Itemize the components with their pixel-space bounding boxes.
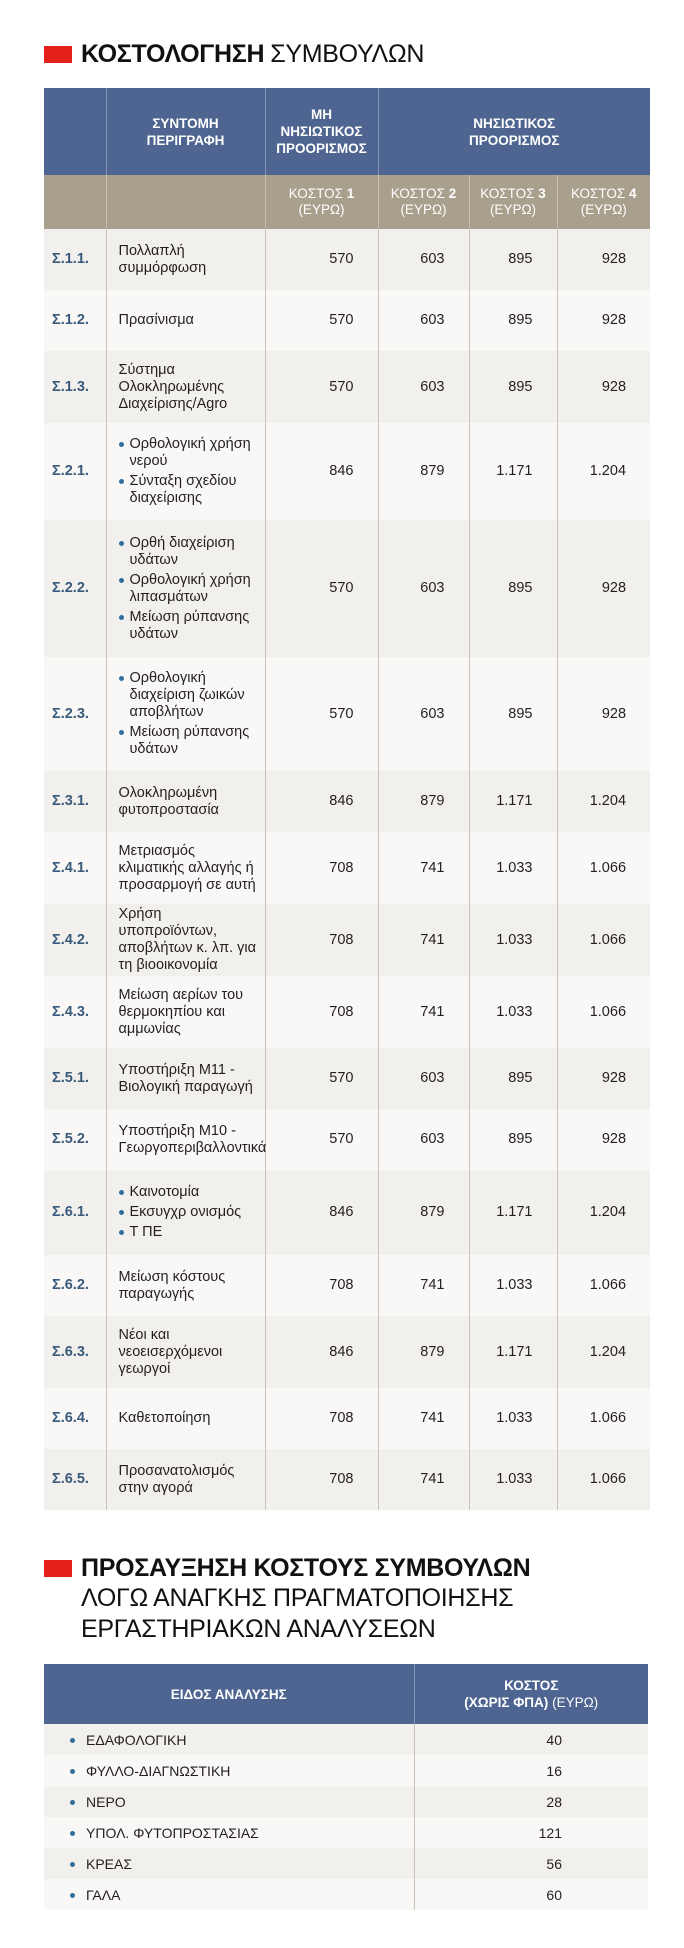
analysis-type: ΥΠΟΛ. ΦΥΤΟΠΡΟΣΤΑΣΙΑΣ xyxy=(44,1817,414,1848)
row-code: Σ.5.2. xyxy=(44,1109,106,1170)
analysis-cost: 60 xyxy=(414,1879,648,1910)
cost-4-value: 928 xyxy=(557,657,650,771)
row-description xyxy=(106,1170,265,1255)
analysis-cost: 56 xyxy=(414,1848,648,1879)
cost-4-value: 928 xyxy=(557,1048,650,1109)
cost-3-value: 895 xyxy=(469,229,557,290)
analysis-cost: 28 xyxy=(414,1786,648,1817)
bullet-item: Εκσυγχρ ονισμός xyxy=(119,1204,259,1221)
cost-4-value: 1.066 xyxy=(557,976,650,1048)
section-title-costing xyxy=(44,40,424,69)
row-code: Σ.3.1. xyxy=(44,771,106,832)
cost-header-3: ΚΟΣΤΟΣ 3 (ΕΥΡΩ) xyxy=(469,175,557,229)
table-row xyxy=(44,832,650,904)
row-code: Σ.5.1. xyxy=(44,1048,106,1109)
cost-2-value: 879 xyxy=(378,771,469,832)
cost-2-value: 879 xyxy=(378,423,469,520)
row-code: Σ.2.1. xyxy=(44,423,106,520)
table-row xyxy=(44,1048,650,1109)
row-description: Μείωση κόστους παραγωγής xyxy=(106,1255,265,1316)
table-row xyxy=(44,423,650,520)
analysis-cost: 40 xyxy=(414,1724,648,1755)
row-description: Μετριασμός κλιματικής αλλαγής ή προσαρμογή σε αυτή xyxy=(106,832,265,904)
bullet-item: Ορθολογική διαχείριση ζωικών αποβλήτων xyxy=(119,670,259,721)
analysis-type: ΓΑΛΑ xyxy=(44,1879,414,1910)
cost-1-value: 708 xyxy=(265,904,378,976)
cost-1-value: 570 xyxy=(265,229,378,290)
cost-1-value: 708 xyxy=(265,1255,378,1316)
header-description: ΣΥΝΤΟΜΗ ΠΕΡΙΓΡΑΦΗ xyxy=(106,88,265,175)
cost-2-value: 603 xyxy=(378,229,469,290)
cost-2-value: 741 xyxy=(378,1255,469,1316)
cost-3-value: 1.033 xyxy=(469,1255,557,1316)
cost-2-value: 603 xyxy=(378,1109,469,1170)
table-row xyxy=(44,1879,648,1910)
row-description: Πολλαπλή συμμόρφωση xyxy=(106,229,265,290)
cost-3-value: 1.171 xyxy=(469,771,557,832)
cost-4-value: 1.204 xyxy=(557,423,650,520)
cost-3-value: 895 xyxy=(469,1048,557,1109)
cost-4-value: 1.066 xyxy=(557,1388,650,1449)
cost-2-value: 741 xyxy=(378,904,469,976)
cost-2-value: 741 xyxy=(378,832,469,904)
title-light: ΣΥΜΒΟΥΛΩΝ xyxy=(270,40,425,68)
analysis-type: ΕΔΑΦΟΛΟΓΙΚΗ xyxy=(44,1724,414,1755)
row-code: Σ.2.2. xyxy=(44,520,106,657)
cost-4-value: 928 xyxy=(557,351,650,423)
cost-3-value: 1.033 xyxy=(469,1449,557,1510)
row-code: Σ.2.3. xyxy=(44,657,106,771)
cost-1-value: 846 xyxy=(265,771,378,832)
header-island: ΝΗΣΙΩΤΙΚΟΣ ΠΡΟΟΡΙΣΜΟΣ xyxy=(378,88,650,175)
bullet-item: Τ ΠΕ xyxy=(119,1224,259,1241)
bullet-item: Ορθολογική χρήση νερού xyxy=(119,436,259,470)
row-code: Σ.6.4. xyxy=(44,1388,106,1449)
cost-1-value: 570 xyxy=(265,1109,378,1170)
cost-3-value: 1.171 xyxy=(469,1316,557,1388)
row-description: Προσανατολισμός στην αγορά xyxy=(106,1449,265,1510)
row-code: Σ.4.1. xyxy=(44,832,106,904)
section-title-surcharge xyxy=(44,1554,530,1645)
row-code: Σ.1.2. xyxy=(44,290,106,351)
cost-2-value: 741 xyxy=(378,1449,469,1510)
table-row xyxy=(44,1848,648,1879)
cost-3-value: 895 xyxy=(469,290,557,351)
table-row xyxy=(44,1316,650,1388)
cost-4-value: 1.204 xyxy=(557,771,650,832)
cost-header-4: ΚΟΣΤΟΣ 4 (ΕΥΡΩ) xyxy=(557,175,650,229)
row-description: Σύστημα Ολοκληρωμένης Διαχείρισης/Agro xyxy=(106,351,265,423)
row-code: Σ.4.3. xyxy=(44,976,106,1048)
subheader-blank xyxy=(106,175,265,229)
cost-3-value: 895 xyxy=(469,520,557,657)
bullet-item: Ορθολογική χρήση λιπασμάτων xyxy=(119,572,259,606)
table-row xyxy=(44,1817,648,1848)
cost-1-value: 708 xyxy=(265,832,378,904)
cost-4-value: 1.066 xyxy=(557,1255,650,1316)
cost-4-value: 928 xyxy=(557,290,650,351)
title-bold: ΠΡΟΣΑΥΞΗΣΗ ΚΟΣΤΟΥΣ ΣΥΜΒΟΥΛΩΝ xyxy=(81,1554,531,1582)
cost-2-value: 879 xyxy=(378,1316,469,1388)
cost-3-value: 1.033 xyxy=(469,832,557,904)
cost-4-value: 928 xyxy=(557,1109,650,1170)
cost-4-value: 1.066 xyxy=(557,904,650,976)
cost-4-value: 928 xyxy=(557,229,650,290)
table-row xyxy=(44,1109,650,1170)
cost-3-value: 895 xyxy=(469,1109,557,1170)
cost-3-value: 1.033 xyxy=(469,1388,557,1449)
cost-1-value: 570 xyxy=(265,1048,378,1109)
cost-4-value: 1.066 xyxy=(557,1449,650,1510)
table-row xyxy=(44,657,650,771)
table-row xyxy=(44,771,650,832)
cost-3-value: 1.171 xyxy=(469,1170,557,1255)
cost-2-value: 741 xyxy=(378,976,469,1048)
row-code: Σ.6.1. xyxy=(44,1170,106,1255)
analysis-cost: 121 xyxy=(414,1817,648,1848)
cost-4-value: 1.204 xyxy=(557,1316,650,1388)
bullet-item: Σύνταξη σχεδίου διαχείρισης xyxy=(119,473,259,507)
row-description xyxy=(106,520,265,657)
lab-analysis-table xyxy=(44,1664,648,1910)
row-description: Νέοι και νεοεισερχόμενοι γεωργοί xyxy=(106,1316,265,1388)
row-description: Υποστήριξη Μ11 - Βιολογική παραγωγή xyxy=(106,1048,265,1109)
cost-4-value: 1.204 xyxy=(557,1170,650,1255)
table-row xyxy=(44,290,650,351)
analysis-type: ΚΡΕΑΣ xyxy=(44,1848,414,1879)
title-bold: ΚΟΣΤΟΛΟΓΗΣΗ xyxy=(81,40,265,68)
row-code: Σ.6.2. xyxy=(44,1255,106,1316)
table-row xyxy=(44,520,650,657)
cost-1-value: 708 xyxy=(265,1388,378,1449)
cost-3-value: 895 xyxy=(469,657,557,771)
cost-1-value: 570 xyxy=(265,351,378,423)
cost-2-value: 603 xyxy=(378,351,469,423)
cost-3-value: 1.033 xyxy=(469,904,557,976)
red-square-icon xyxy=(44,46,72,63)
cost-3-value: 1.171 xyxy=(469,423,557,520)
row-code: Σ.6.5. xyxy=(44,1449,106,1510)
cost-1-value: 570 xyxy=(265,657,378,771)
bullet-item: Ορθή διαχείριση υδάτων xyxy=(119,535,259,569)
table-row xyxy=(44,1388,650,1449)
row-description xyxy=(106,423,265,520)
bullet-item: Καινοτομία xyxy=(119,1184,259,1201)
cost-3-value: 895 xyxy=(469,351,557,423)
bullet-item: Μείωση ρύπανσης υδάτων xyxy=(119,609,259,643)
row-code: Σ.1.3. xyxy=(44,351,106,423)
header-analysis-type: ΕΙΔΟΣ ΑΝΑΛΥΣΗΣ xyxy=(44,1664,414,1724)
table-row xyxy=(44,976,650,1048)
red-square-icon xyxy=(44,1560,72,1577)
table-row xyxy=(44,1724,648,1755)
subheader-blank xyxy=(44,175,106,229)
cost-1-value: 846 xyxy=(265,1316,378,1388)
cost-1-value: 708 xyxy=(265,1449,378,1510)
table-row xyxy=(44,1755,648,1786)
costing-table xyxy=(44,88,650,1510)
row-description: Υποστήριξη Μ10 - Γεωργοπεριβαλλοντικά xyxy=(106,1109,265,1170)
cost-3-value: 1.033 xyxy=(469,976,557,1048)
cost-2-value: 879 xyxy=(378,1170,469,1255)
cost-1-value: 570 xyxy=(265,290,378,351)
table-row xyxy=(44,1170,650,1255)
row-description xyxy=(106,657,265,771)
row-description: Μείωση αερίων του θερμοκηπίου και αμμωνίας xyxy=(106,976,265,1048)
row-description: Πρασίνισμα xyxy=(106,290,265,351)
cost-4-value: 928 xyxy=(557,520,650,657)
row-description: Καθετοποίηση xyxy=(106,1388,265,1449)
cost-header-2: ΚΟΣΤΟΣ 2 (ΕΥΡΩ) xyxy=(378,175,469,229)
analysis-type: ΦΥΛΛΟ-ΔΙΑΓΝΩΣΤΙΚΗ xyxy=(44,1755,414,1786)
cost-header-1: ΚΟΣΤΟΣ 1 (ΕΥΡΩ) xyxy=(265,175,378,229)
row-description: Χρήση υποπροϊόντων, αποβλήτων κ. λπ. για τη βιοοικονομία xyxy=(106,904,265,976)
cost-1-value: 570 xyxy=(265,520,378,657)
cost-2-value: 603 xyxy=(378,520,469,657)
analysis-type: ΝΕΡΟ xyxy=(44,1786,414,1817)
table-row xyxy=(44,1255,650,1316)
bullet-item: Μείωση ρύπανσης υδάτων xyxy=(119,724,259,758)
cost-2-value: 603 xyxy=(378,1048,469,1109)
title-line-2: ΛΟΓΩ ΑΝΑΓΚΗΣ ΠΡΑΓΜΑΤΟΠΟΙΗΣΗΣ xyxy=(81,1584,514,1612)
row-code: Σ.1.1. xyxy=(44,229,106,290)
cost-2-value: 603 xyxy=(378,657,469,771)
title-line-3: ΕΡΓΑΣΤΗΡΙΑΚΩΝ ΑΝΑΛΥΣΕΩΝ xyxy=(81,1615,436,1643)
cost-1-value: 846 xyxy=(265,423,378,520)
row-code: Σ.4.2. xyxy=(44,904,106,976)
cost-1-value: 708 xyxy=(265,976,378,1048)
analysis-cost: 16 xyxy=(414,1755,648,1786)
header-non-island: ΜΗ ΝΗΣΙΩΤΙΚΟΣ ΠΡΟΟΡΙΣΜΟΣ xyxy=(265,88,378,175)
row-description: Ολοκληρωμένη φυτοπροστασία xyxy=(106,771,265,832)
cost-4-value: 1.066 xyxy=(557,832,650,904)
table-row xyxy=(44,904,650,976)
cost-2-value: 603 xyxy=(378,290,469,351)
table-row xyxy=(44,1449,650,1510)
row-code: Σ.6.3. xyxy=(44,1316,106,1388)
cost-2-value: 741 xyxy=(378,1388,469,1449)
table-row xyxy=(44,1786,648,1817)
header-cost: ΚΟΣΤΟΣ (ΧΩΡΙΣ ΦΠΑ) (ΕΥΡΩ) xyxy=(414,1664,648,1724)
table-row xyxy=(44,351,650,423)
table-row xyxy=(44,229,650,290)
cost-1-value: 846 xyxy=(265,1170,378,1255)
header-code-blank xyxy=(44,88,106,175)
